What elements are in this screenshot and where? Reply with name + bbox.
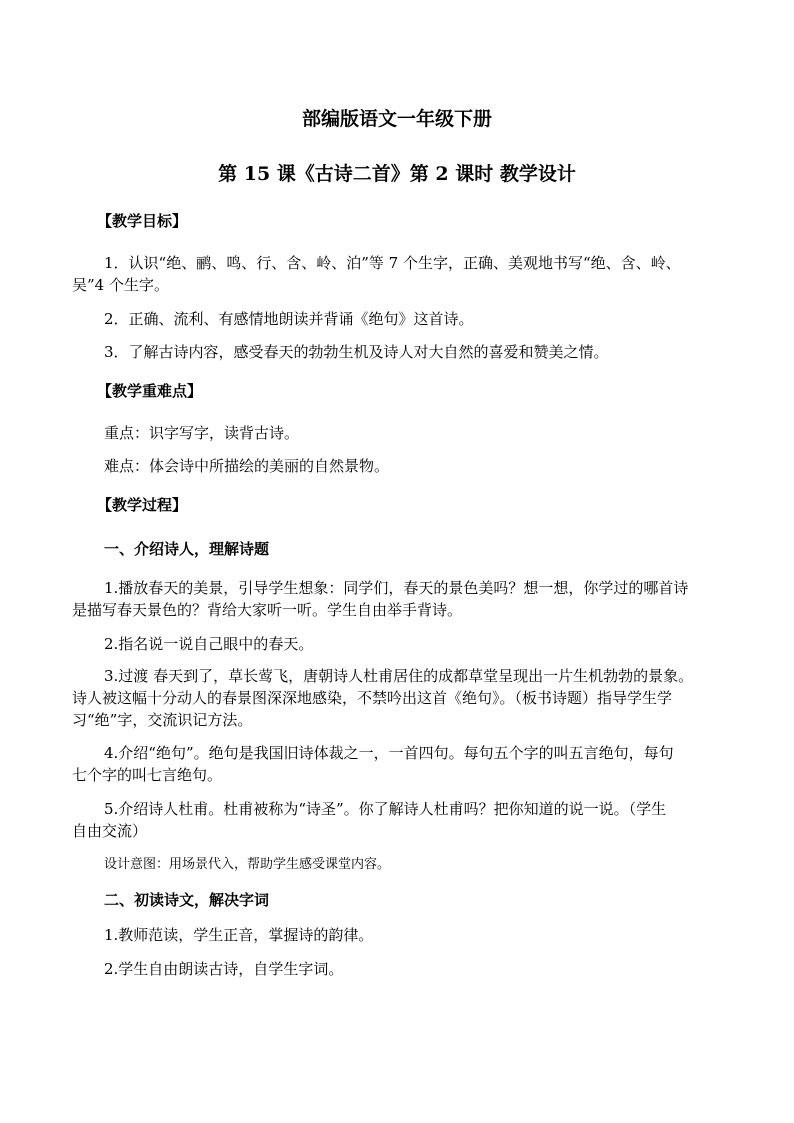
step-3-line-1: 3.过渡 春天到了，草长莺飞，唐朝诗人杜甫居住的成都草堂呈现出一片生机勃勃的景象。 xyxy=(104,667,694,685)
key-points-heading: 【教学重难点】 xyxy=(97,382,203,400)
read-step-2: 2.学生自由朗读古诗，自学生字词。 xyxy=(104,960,344,978)
step-4-line-1: 4.介绍“绝句”。绝句是我国旧诗体裁之一，一首四句。每句五个字的叫五言绝句，每句 xyxy=(104,744,674,762)
step-4-line-2: 七个字的叫七言绝句。 xyxy=(72,766,223,784)
lesson-title: 第 15 课《古诗二首》第 2 课时 教学设计 xyxy=(218,163,576,185)
difficult-point: 难点：体会诗中所描绘的美丽的自然景物。 xyxy=(104,457,390,475)
key-point: 重点：识字写字，读背古诗。 xyxy=(104,424,300,442)
part-2-heading: 二、初读诗文，解决字词 xyxy=(104,891,270,909)
goal-1-line-1: 1．认识“绝、鹂、鸣、行、含、岭、泊”等 7 个生字，正确、美观地书写“绝、含、岭、 xyxy=(104,254,681,272)
step-1-line-1: 1.播放春天的美景，引导学生想象：同学们，春天的景色美吗？想一想，你学过的哪首诗 xyxy=(104,579,689,597)
step-5-line-1: 5.介绍诗人杜甫。杜甫被称为“诗圣”。你了解诗人杜甫吗？把你知道的说一说。（学生 xyxy=(104,800,667,818)
goal-2: 2．正确、流利、有感情地朗读并背诵《绝句》这首诗。 xyxy=(104,310,474,328)
goals-heading: 【教学目标】 xyxy=(97,212,188,230)
read-step-1: 1.教师范读，学生正音，掌握诗的韵律。 xyxy=(104,926,374,944)
step-3-line-3: 习“绝”字，交流识记方法。 xyxy=(72,711,253,729)
step-1-line-2: 是描写春天景色的？背给大家听一听。学生自由举手背诗。 xyxy=(72,601,463,619)
goal-3: 3．了解古诗内容，感受春天的勃勃生机及诗人对大自然的喜爱和赞美之情。 xyxy=(104,343,609,361)
step-3-line-2: 诗人被这幅十分动人的春景图深深地感染，不禁吟出这首《绝句》。（板书诗题）指导学生学 xyxy=(72,689,673,707)
part-1-heading: 一、介绍诗人，理解诗题 xyxy=(104,540,270,558)
step-2: 2.指名说一说自己眼中的春天。 xyxy=(104,635,314,653)
design-intent-note: 设计意图：用场景代入，帮助学生感受课堂内容。 xyxy=(104,857,391,872)
process-heading: 【教学过程】 xyxy=(97,496,188,514)
document-title: 部编版语文一年级下册 xyxy=(301,108,492,130)
goal-1-line-2: 吴”4 个生字。 xyxy=(72,276,169,294)
step-5-line-2: 自由交流） xyxy=(72,822,148,840)
